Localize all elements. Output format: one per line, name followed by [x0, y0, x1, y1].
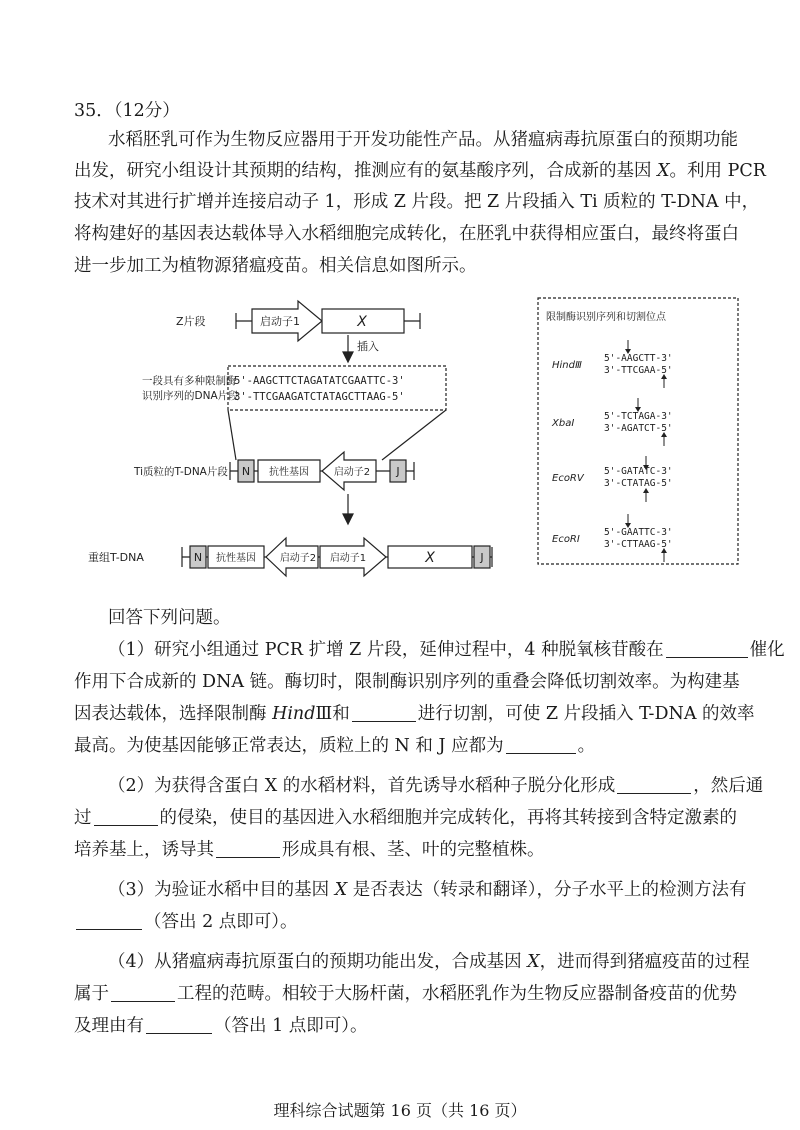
question-header: 35．（12分）	[74, 101, 180, 121]
q2-line-1: （2）为获得含蛋白 X 的水稻材料，首先诱导水稻种子脱分化形成 ，然后通	[108, 776, 764, 796]
q3-line-2: （答出 2 点即可）。	[74, 908, 298, 933]
resistance-gene-text: 抗性基因	[269, 467, 309, 478]
gene-x-text: X	[357, 314, 367, 330]
promoter1-recomb-text: 启动子1	[329, 553, 367, 564]
enzyme-ecorv-name: EcoRⅤ	[552, 473, 584, 484]
q4-line-3: 及理由有 （答出 1 点即可）。	[74, 1016, 368, 1036]
q1-blank-1[interactable]	[666, 640, 748, 659]
q3-blank-1[interactable]	[76, 912, 142, 931]
enzyme-ecori-top: 5'-GAATTC-3'	[604, 527, 673, 538]
j-box-text: J	[396, 465, 400, 478]
page-footer: 理科综合试题第 16 页（共 16 页）	[273, 1101, 527, 1120]
q4-line-1: （4）从猪瘟病毒抗原蛋白的预期功能出发，合成基因 X，进而得到猪瘟疫苗的过程	[108, 952, 750, 972]
gene-construct-figure	[0, 288, 800, 588]
intro-line-2: 出发，研究小组设计其预期的结构，推测应有的氨基酸序列，合成新的基因 X。利用 PCR	[74, 161, 766, 181]
q3-line-1: （3）为验证水稻中目的基因 X 是否表达（转录和翻译），分子水平上的检测方法有	[108, 880, 747, 900]
intro-line-5: 进一步加工为植物源猪瘟疫苗。相关信息如图所示。	[74, 256, 477, 276]
dna-label-line2: 识别序列的DNA片段	[142, 390, 239, 402]
enzyme-box-title: 限制酶识别序列和切割位点	[546, 312, 666, 323]
dna-label-line1: 一段具有多种限制酶	[142, 375, 237, 387]
enzyme-hind3-top: 5'-AAGCTT-3'	[604, 353, 673, 364]
tdna-label: Ti质粒的T-DNA片段	[134, 466, 228, 478]
answer-intro: 回答下列问题。	[108, 608, 231, 628]
promoter1-text: 启动子1	[260, 315, 300, 328]
enzyme-xba1-top: 5'-TCTAGA-3'	[604, 411, 673, 422]
q2-blank-3[interactable]	[216, 840, 280, 859]
q1-line-2: 作用下合成新的 DNA 链。酶切时，限制酶识别序列的重叠会降低切割效率。为构建基	[74, 672, 740, 692]
q2-line-3: 培养基上，诱导其 形成具有根、茎、叶的完整植株。	[74, 840, 545, 860]
enzyme-ecori-name: EcoRⅠ	[552, 534, 580, 545]
n-box-text: N	[241, 465, 251, 478]
intro-line-3: 技术对其进行扩增并连接启动子 1，形成 Z 片段。把 Z 片段插入 Ti 质粒的 T-DNA 中，	[74, 192, 760, 212]
dna-seq-top: 5'-AAGCTTCTAGATATCGAATTC-3'	[234, 375, 405, 387]
enzyme-xba1-name: XbaⅠ	[552, 418, 575, 429]
recombinant-label: 重组T-DNA	[88, 551, 144, 564]
j-box-recomb-text: J	[480, 551, 484, 564]
enzyme-ecorv-bottom: 3'-CTATAG-5'	[604, 478, 673, 489]
q4-blank-1[interactable]	[111, 984, 175, 1003]
q2-blank-2[interactable]	[94, 808, 158, 827]
z-fragment-label: Z片段	[176, 315, 206, 328]
promoter2-text: 启动子2	[333, 467, 371, 478]
insert-label: 插入	[357, 340, 379, 353]
q2-blank-1[interactable]	[617, 776, 691, 795]
q4-blank-2[interactable]	[146, 1016, 212, 1035]
enzyme-hind3-name: HindⅢ	[552, 360, 582, 371]
enzyme-ecori-bottom: 3'-CTTAAG-5'	[604, 539, 673, 550]
enzyme-hind3-bottom: 3'-TTCGAA-5'	[604, 365, 673, 376]
intro-line-1: 水稻胚乳可作为生物反应器用于开发功能性产品。从猪瘟病毒抗原蛋白的预期功能	[108, 130, 738, 150]
dna-seq-bottom: 3'-TTCGAAGATCTATAGCTTAAG-5'	[234, 391, 405, 403]
q1-blank-3[interactable]	[506, 736, 576, 755]
promoter2-recomb-text: 启动子2	[279, 553, 317, 564]
resistance-recomb-text: 抗性基因	[216, 553, 256, 564]
gene-x-recomb-text: X	[425, 550, 435, 566]
q1-line-3: 因表达载体，选择限制酶 HindⅢ和 进行切割，可使 Z 片段插入 T-DNA 的效率	[74, 704, 755, 724]
q1-blank-2[interactable]	[352, 704, 416, 723]
n-box-recomb-text: N	[193, 551, 203, 564]
q1-line-4: 最高。为使基因能够正常表达，质粒上的 N 和 J 应都为 。	[74, 736, 596, 756]
q4-line-2: 属于 工程的范畴。相较于大肠杆菌，水稻胚乳作为生物反应器制备疫苗的优势	[74, 984, 737, 1004]
enzyme-ecorv-top: 5'-GATATC-3'	[604, 466, 673, 477]
q2-line-2: 过 的侵染，使目的基因进入水稻细胞并完成转化，再将其转接到含特定激素的	[74, 808, 737, 828]
q1-line-1: （1）研究小组通过 PCR 扩增 Z 片段，延伸过程中，4 种脱氧核苷酸在 催化	[108, 640, 785, 660]
intro-line-4: 将构建好的基因表达载体导入水稻细胞完成转化，在胚乳中获得相应蛋白，最终将蛋白	[74, 224, 739, 244]
enzyme-xba1-bottom: 3'-AGATCT-5'	[604, 423, 673, 434]
